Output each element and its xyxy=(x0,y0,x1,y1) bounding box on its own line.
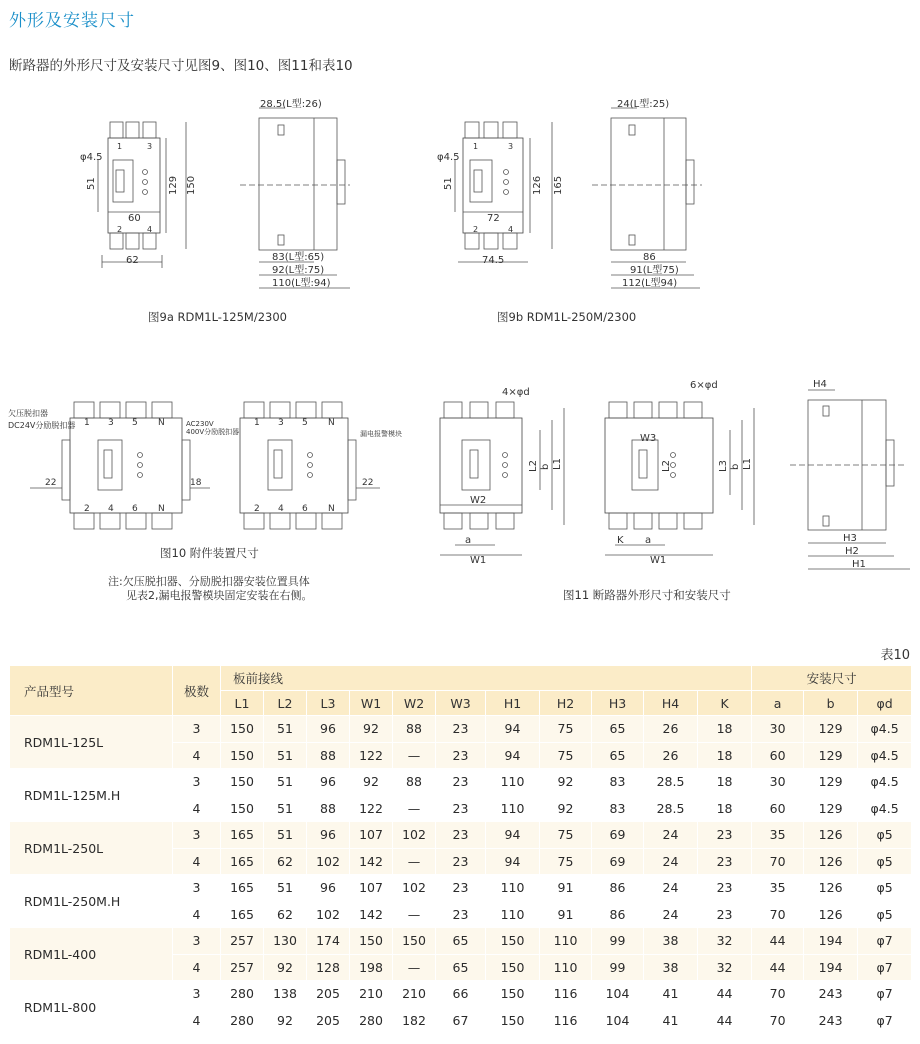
svg-text:3: 3 xyxy=(147,142,153,151)
fig9b-d3: 112(L型94) xyxy=(622,278,678,289)
fig9b-h165: 165 xyxy=(553,175,564,195)
fig10-term: N xyxy=(328,504,335,514)
poles-cell: 4 xyxy=(173,1007,221,1034)
fig9a-h129: 129 xyxy=(168,175,179,195)
value-cell: 65 xyxy=(592,716,644,743)
th-poles: 极数 xyxy=(173,666,221,716)
fig10-term: N xyxy=(158,418,165,428)
value-cell: 23 xyxy=(436,795,486,822)
value-cell: 110 xyxy=(486,901,540,928)
value-cell: 44 xyxy=(698,1007,752,1034)
value-cell: 116 xyxy=(540,981,592,1008)
value-cell: 51 xyxy=(264,795,307,822)
fig9a-phi: φ4.5 xyxy=(80,152,103,163)
th-col: L2 xyxy=(264,691,307,716)
table-row xyxy=(10,769,912,796)
fig9b-phi: φ4.5 xyxy=(437,152,460,163)
th-col: H1 xyxy=(486,691,540,716)
fig10-term: 3 xyxy=(108,418,114,428)
svg-text:2: 2 xyxy=(117,225,123,234)
fig9a-w62: 62 xyxy=(126,255,139,266)
value-cell: 102 xyxy=(307,848,350,875)
value-cell: φ4.5 xyxy=(858,769,912,796)
value-cell: 41 xyxy=(644,1007,698,1034)
fig10-note xyxy=(108,575,313,603)
value-cell: 126 xyxy=(804,822,858,849)
value-cell: φ4.5 xyxy=(858,742,912,769)
value-cell: 126 xyxy=(804,875,858,902)
value-cell: 150 xyxy=(221,795,264,822)
fig11-3pole-front xyxy=(440,402,564,555)
value-cell: 129 xyxy=(804,742,858,769)
fig11-hole6: 6×φd xyxy=(690,380,718,391)
value-cell: 65 xyxy=(436,954,486,981)
value-cell: 150 xyxy=(393,928,436,955)
th-col: K xyxy=(698,691,752,716)
fig11-w3: W3 xyxy=(640,433,657,444)
poles-cell: 3 xyxy=(173,716,221,743)
value-cell: 205 xyxy=(307,1007,350,1034)
value-cell: 23 xyxy=(698,901,752,928)
value-cell: 75 xyxy=(540,822,592,849)
fig11-a-b: a xyxy=(645,535,652,546)
poles-cell: 3 xyxy=(173,822,221,849)
fig11-4pole-front xyxy=(605,402,754,555)
value-cell: 165 xyxy=(221,822,264,849)
value-cell: φ4.5 xyxy=(858,716,912,743)
value-cell: 150 xyxy=(221,742,264,769)
page-title: 外形及安装尺寸 xyxy=(9,11,135,31)
value-cell: 194 xyxy=(804,954,858,981)
value-cell: 94 xyxy=(486,848,540,875)
value-cell: φ5 xyxy=(858,875,912,902)
value-cell: 102 xyxy=(393,822,436,849)
value-cell: 142 xyxy=(350,848,393,875)
model-cell: RDM1L-125L xyxy=(10,716,173,769)
fig11-h2: H2 xyxy=(845,546,859,557)
value-cell: 66 xyxy=(436,981,486,1008)
svg-text:2: 2 xyxy=(473,225,479,234)
svg-text:4: 4 xyxy=(508,225,514,234)
value-cell: 198 xyxy=(350,954,393,981)
model-cell: RDM1L-800 xyxy=(10,981,173,1034)
fig10-leak: 漏电报警模块 xyxy=(360,430,402,438)
fig9b-w745: 74.5 xyxy=(482,255,505,266)
fig10-term: 4 xyxy=(108,504,114,514)
table-row xyxy=(10,716,912,743)
value-cell: 30 xyxy=(752,769,804,796)
value-cell: 142 xyxy=(350,901,393,928)
value-cell: 70 xyxy=(752,1007,804,1034)
fig9a-h150: 150 xyxy=(186,175,197,195)
value-cell: — xyxy=(393,795,436,822)
fig10-term: 5 xyxy=(302,418,308,428)
fig10-term: 2 xyxy=(254,504,260,514)
value-cell: 44 xyxy=(698,981,752,1008)
value-cell: 280 xyxy=(221,981,264,1008)
value-cell: 23 xyxy=(436,769,486,796)
fig10-term: 4 xyxy=(278,504,284,514)
value-cell: 107 xyxy=(350,822,393,849)
fig9a-d3: 110(L型:94) xyxy=(272,278,331,289)
value-cell: — xyxy=(393,954,436,981)
th-col: H2 xyxy=(540,691,592,716)
value-cell: 210 xyxy=(350,981,393,1008)
th-install: 安装尺寸 xyxy=(752,666,912,691)
fig11-l3: L3 xyxy=(718,460,729,472)
svg-text:3: 3 xyxy=(508,142,514,151)
value-cell: 122 xyxy=(350,795,393,822)
svg-text:4: 4 xyxy=(147,225,153,234)
value-cell: 194 xyxy=(804,928,858,955)
value-cell: 257 xyxy=(221,954,264,981)
fig10-undervoltage: 欠压脱扣器 xyxy=(8,409,48,418)
value-cell: 23 xyxy=(698,822,752,849)
value-cell: 88 xyxy=(393,769,436,796)
fig10-term: N xyxy=(328,418,335,428)
value-cell: — xyxy=(393,901,436,928)
value-cell: 24 xyxy=(644,848,698,875)
table-row xyxy=(10,928,912,955)
value-cell: 182 xyxy=(393,1007,436,1034)
fig10-dc24: DC24V分励脱扣器 xyxy=(8,421,76,430)
table-row xyxy=(10,875,912,902)
value-cell: 280 xyxy=(221,1007,264,1034)
th-col: H3 xyxy=(592,691,644,716)
value-cell: 30 xyxy=(752,716,804,743)
value-cell: 28.5 xyxy=(644,795,698,822)
poles-cell: 4 xyxy=(173,954,221,981)
svg-text:1: 1 xyxy=(117,142,123,151)
value-cell: 86 xyxy=(592,875,644,902)
value-cell: 35 xyxy=(752,822,804,849)
fig9b-top-dim: 24(L型:25) xyxy=(617,99,670,110)
value-cell: 210 xyxy=(393,981,436,1008)
poles-cell: 3 xyxy=(173,981,221,1008)
value-cell: 69 xyxy=(592,848,644,875)
fig9b-h51: 51 xyxy=(443,177,454,190)
value-cell: 18 xyxy=(698,795,752,822)
dimension-table xyxy=(9,665,912,1034)
fig10-term: 6 xyxy=(302,504,308,514)
fig11-l2-b: L2 xyxy=(661,460,672,472)
value-cell: 150 xyxy=(486,981,540,1008)
value-cell: 75 xyxy=(540,742,592,769)
value-cell: 94 xyxy=(486,716,540,743)
th-col: b xyxy=(804,691,858,716)
value-cell: 110 xyxy=(540,928,592,955)
value-cell: 174 xyxy=(307,928,350,955)
value-cell: 116 xyxy=(540,1007,592,1034)
intro-text: 断路器的外形尺寸及安装尺寸见图9、图10、图11和表10 xyxy=(9,58,353,74)
value-cell: 24 xyxy=(644,822,698,849)
value-cell: 92 xyxy=(540,769,592,796)
fig9b-d2: 91(L型75) xyxy=(630,265,679,276)
fig11-hole4: 4×φd xyxy=(502,387,530,398)
fig10-right-breaker xyxy=(240,402,380,529)
poles-cell: 3 xyxy=(173,769,221,796)
value-cell: 51 xyxy=(264,716,307,743)
value-cell: 91 xyxy=(540,875,592,902)
value-cell: 35 xyxy=(752,875,804,902)
th-col: φd xyxy=(858,691,912,716)
fig11-w1-b: W1 xyxy=(650,555,667,566)
value-cell: 23 xyxy=(436,848,486,875)
fig11-h1: H1 xyxy=(852,559,866,570)
th-col: W1 xyxy=(350,691,393,716)
value-cell: 126 xyxy=(804,848,858,875)
value-cell: 165 xyxy=(221,875,264,902)
value-cell: 243 xyxy=(804,1007,858,1034)
value-cell: 67 xyxy=(436,1007,486,1034)
value-cell: 75 xyxy=(540,716,592,743)
value-cell: 94 xyxy=(486,742,540,769)
value-cell: 23 xyxy=(436,822,486,849)
value-cell: 150 xyxy=(350,928,393,955)
value-cell: 99 xyxy=(592,954,644,981)
value-cell: 88 xyxy=(307,795,350,822)
value-cell: 99 xyxy=(592,928,644,955)
value-cell: 138 xyxy=(264,981,307,1008)
fig11-caption: 图11 断路器外形尺寸和安装尺寸 xyxy=(563,588,731,602)
value-cell: φ7 xyxy=(858,928,912,955)
value-cell: 96 xyxy=(307,875,350,902)
value-cell: 96 xyxy=(307,769,350,796)
value-cell: 51 xyxy=(264,875,307,902)
value-cell: 150 xyxy=(221,769,264,796)
fig11-k: K xyxy=(617,535,624,546)
value-cell: 92 xyxy=(350,716,393,743)
fig11-w1-a: W1 xyxy=(470,555,487,566)
th-col: a xyxy=(752,691,804,716)
value-cell: 60 xyxy=(752,742,804,769)
fig11-h3: H3 xyxy=(843,533,857,544)
value-cell: φ5 xyxy=(858,848,912,875)
th-col: H4 xyxy=(644,691,698,716)
value-cell: 26 xyxy=(644,716,698,743)
poles-cell: 3 xyxy=(173,928,221,955)
value-cell: φ7 xyxy=(858,954,912,981)
value-cell: 23 xyxy=(436,716,486,743)
value-cell: 165 xyxy=(221,901,264,928)
fig10-d22b: 22 xyxy=(362,478,374,488)
fig10-term: 5 xyxy=(132,418,138,428)
th-col: W2 xyxy=(393,691,436,716)
value-cell: 62 xyxy=(264,901,307,928)
value-cell: 150 xyxy=(221,716,264,743)
fig10-term: 6 xyxy=(132,504,138,514)
poles-cell: 4 xyxy=(173,848,221,875)
fig10-term: 1 xyxy=(254,418,260,428)
fig11-a-a: a xyxy=(465,535,472,546)
value-cell: 32 xyxy=(698,954,752,981)
poles-cell: 4 xyxy=(173,742,221,769)
th-col: L1 xyxy=(221,691,264,716)
value-cell: 150 xyxy=(486,928,540,955)
fig10-d18: 18 xyxy=(190,478,202,488)
value-cell: 23 xyxy=(436,742,486,769)
value-cell: 51 xyxy=(264,769,307,796)
fig9a-h51: 51 xyxy=(86,177,97,190)
fig11-l1-a: L1 xyxy=(552,458,563,470)
svg-text:1: 1 xyxy=(473,142,479,151)
value-cell: 88 xyxy=(307,742,350,769)
poles-cell: 4 xyxy=(173,901,221,928)
value-cell: 70 xyxy=(752,848,804,875)
fig10-term: 3 xyxy=(278,418,284,428)
value-cell: 24 xyxy=(644,901,698,928)
value-cell: 243 xyxy=(804,981,858,1008)
value-cell: 23 xyxy=(436,901,486,928)
value-cell: φ5 xyxy=(858,901,912,928)
value-cell: 70 xyxy=(752,901,804,928)
fig9a-w60: 60 xyxy=(128,213,141,224)
value-cell: 83 xyxy=(592,795,644,822)
value-cell: 23 xyxy=(698,848,752,875)
value-cell: 102 xyxy=(393,875,436,902)
table-label: 表10 xyxy=(880,648,910,663)
value-cell: 110 xyxy=(486,875,540,902)
value-cell: 62 xyxy=(264,848,307,875)
value-cell: 32 xyxy=(698,928,752,955)
value-cell: 65 xyxy=(592,742,644,769)
value-cell: φ4.5 xyxy=(858,795,912,822)
value-cell: 104 xyxy=(592,1007,644,1034)
model-cell: RDM1L-250M.H xyxy=(10,875,173,928)
model-cell: RDM1L-400 xyxy=(10,928,173,981)
fig11-b-a: b xyxy=(540,463,551,470)
value-cell: 70 xyxy=(752,981,804,1008)
value-cell: 129 xyxy=(804,795,858,822)
fig11-h4: H4 xyxy=(813,379,827,390)
value-cell: 69 xyxy=(592,822,644,849)
value-cell: 18 xyxy=(698,742,752,769)
value-cell: 44 xyxy=(752,928,804,955)
model-cell: RDM1L-250L xyxy=(10,822,173,875)
fig10-term: N xyxy=(158,504,165,514)
value-cell: 122 xyxy=(350,742,393,769)
value-cell: 26 xyxy=(644,742,698,769)
value-cell: 75 xyxy=(540,848,592,875)
th-col: L3 xyxy=(307,691,350,716)
value-cell: 24 xyxy=(644,875,698,902)
value-cell: 38 xyxy=(644,954,698,981)
value-cell: — xyxy=(393,742,436,769)
value-cell: 150 xyxy=(486,954,540,981)
value-cell: 23 xyxy=(698,875,752,902)
value-cell: 96 xyxy=(307,716,350,743)
value-cell: 150 xyxy=(486,1007,540,1034)
value-cell: 110 xyxy=(540,954,592,981)
poles-cell: 3 xyxy=(173,875,221,902)
value-cell: 129 xyxy=(804,769,858,796)
fig9b-d1: 86 xyxy=(643,252,656,263)
value-cell: φ5 xyxy=(858,822,912,849)
fig9b-h126: 126 xyxy=(532,175,543,195)
fig9a-caption: 图9a RDM1L-125M/2300 xyxy=(148,310,287,324)
value-cell: 128 xyxy=(307,954,350,981)
value-cell: 94 xyxy=(486,822,540,849)
value-cell: 38 xyxy=(644,928,698,955)
th-front-wiring: 板前接线 xyxy=(221,666,752,691)
poles-cell: 4 xyxy=(173,795,221,822)
th-model: 产品型号 xyxy=(10,666,173,716)
value-cell: 129 xyxy=(804,716,858,743)
value-cell: 92 xyxy=(264,954,307,981)
fig11-b-b: b xyxy=(730,463,741,470)
value-cell: 130 xyxy=(264,928,307,955)
fig9a-d1: 83(L型:65) xyxy=(272,252,325,263)
value-cell: 91 xyxy=(540,901,592,928)
value-cell: 280 xyxy=(350,1007,393,1034)
note-line-2: 见表2,漏电报警模块固定安装在右侧。 xyxy=(126,589,313,602)
value-cell: 92 xyxy=(264,1007,307,1034)
fig10-ac400: 400V分励脱扣器 xyxy=(186,428,240,436)
value-cell: — xyxy=(393,848,436,875)
fig11-w2-a: W2 xyxy=(470,495,487,506)
value-cell: 96 xyxy=(307,822,350,849)
value-cell: 102 xyxy=(307,901,350,928)
value-cell: φ7 xyxy=(858,1007,912,1034)
fig11-l2-a: L2 xyxy=(528,460,539,472)
value-cell: φ7 xyxy=(858,981,912,1008)
fig10-caption: 图10 附件装置尺寸 xyxy=(160,546,259,560)
value-cell: 51 xyxy=(264,822,307,849)
value-cell: 257 xyxy=(221,928,264,955)
model-cell: RDM1L-125M.H xyxy=(10,769,173,822)
fig10-d22a: 22 xyxy=(45,478,57,488)
th-col: W3 xyxy=(436,691,486,716)
value-cell: 44 xyxy=(752,954,804,981)
fig9a-top-dim: 28.5(L型:26) xyxy=(260,99,322,110)
note-line-1: 注:欠压脱扣器、分励脱扣器安装位置具体 xyxy=(108,575,310,588)
fig11-l1-b: L1 xyxy=(742,458,753,470)
value-cell: 126 xyxy=(804,901,858,928)
value-cell: 107 xyxy=(350,875,393,902)
value-cell: 86 xyxy=(592,901,644,928)
fig10-term: 2 xyxy=(84,504,90,514)
value-cell: 104 xyxy=(592,981,644,1008)
value-cell: 28.5 xyxy=(644,769,698,796)
fig9a-d2: 92(L型:75) xyxy=(272,265,325,276)
value-cell: 51 xyxy=(264,742,307,769)
value-cell: 83 xyxy=(592,769,644,796)
fig10-ac230: AC230V xyxy=(186,420,214,428)
value-cell: 88 xyxy=(393,716,436,743)
value-cell: 41 xyxy=(644,981,698,1008)
value-cell: 18 xyxy=(698,769,752,796)
value-cell: 18 xyxy=(698,716,752,743)
table-row xyxy=(10,981,912,1008)
value-cell: 92 xyxy=(350,769,393,796)
value-cell: 110 xyxy=(486,769,540,796)
fig9b-caption: 图9b RDM1L-250M/2300 xyxy=(497,310,637,324)
value-cell: 92 xyxy=(540,795,592,822)
value-cell: 23 xyxy=(436,875,486,902)
value-cell: 165 xyxy=(221,848,264,875)
value-cell: 205 xyxy=(307,981,350,1008)
fig10-term: 1 xyxy=(84,418,90,428)
value-cell: 60 xyxy=(752,795,804,822)
table-row xyxy=(10,822,912,849)
value-cell: 110 xyxy=(486,795,540,822)
value-cell: 65 xyxy=(436,928,486,955)
fig9b-w72: 72 xyxy=(487,213,500,224)
